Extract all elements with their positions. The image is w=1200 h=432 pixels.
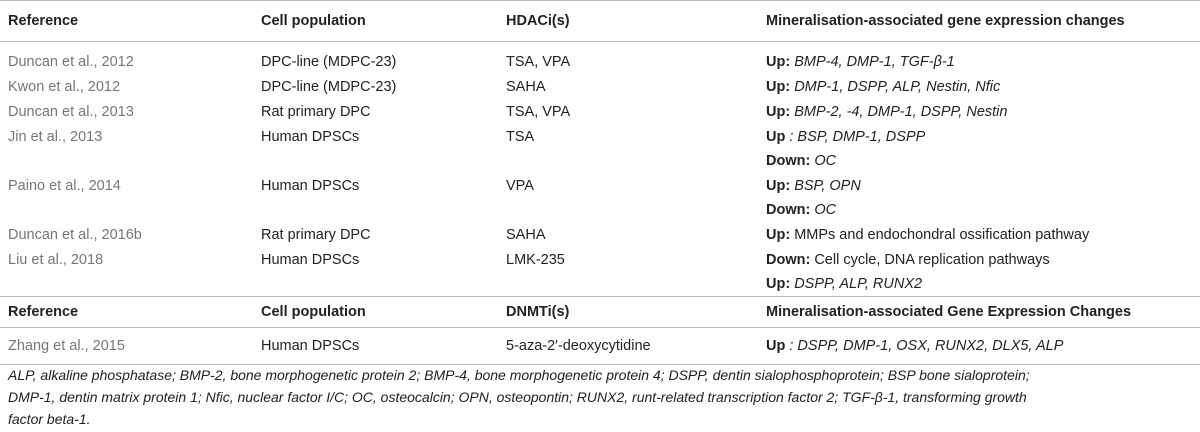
direction-label: Up: xyxy=(766,54,791,70)
gene-change-line xyxy=(766,272,1200,296)
footnote-line: factor beta-1. xyxy=(8,411,91,427)
gene-list: BSP, OPN xyxy=(794,178,861,194)
gene-change-line xyxy=(766,334,1200,358)
gene-list: MMPs and endochondral ossification pathway xyxy=(794,227,1090,243)
footnote-line: ALP, alkaline phosphatase; BMP-2, bone morphogenetic protein 2; BMP-4, bone morphogenetic protein 4; DSPP, dentin sialophosphoprotein; BSP bone sialoprotein; xyxy=(8,367,1030,383)
gene-change-line xyxy=(766,75,1200,99)
table-row xyxy=(0,42,1200,75)
cell-inhibitor: SAHA xyxy=(506,227,546,243)
cell-gene-changes xyxy=(758,328,1200,365)
cell-reference: Liu et al., 2018 xyxy=(8,252,104,268)
gene-list: BMP-2, -4, DMP-1, DSPP, Nestin xyxy=(794,104,1008,120)
cell-inhibitor: TSA, VPA xyxy=(506,54,571,70)
cell-reference: Duncan et al., 2012 xyxy=(8,54,134,70)
gene-list: : BSP, DMP-1, DSPP xyxy=(789,129,926,145)
cell-population: Human DPSCs xyxy=(261,129,360,145)
header-cell-population: Cell population xyxy=(261,304,366,320)
direction-label: Up: xyxy=(766,104,791,120)
cell-population: Human DPSCs xyxy=(253,328,498,365)
gene-list: BMP-4, DMP-1, TGF-β-1 xyxy=(794,54,955,70)
gene-list: OC xyxy=(814,153,837,169)
cell-inhibitor: LMK-235 xyxy=(506,252,565,268)
table-row xyxy=(0,222,1200,247)
cell-reference: Duncan et al., 2016b xyxy=(8,227,142,243)
header-gene-changes: Mineralisation-associated gene expression changes xyxy=(766,13,1125,29)
gene-list: : DSPP, DMP-1, OSX, RUNX2, DLX5, ALP xyxy=(789,338,1064,354)
direction-label: Up xyxy=(766,129,786,145)
table-row xyxy=(0,74,1200,99)
gene-change-line xyxy=(766,174,1200,198)
direction-label: Up: xyxy=(766,178,791,194)
table-header xyxy=(0,1,1200,42)
cell-inhibitor: TSA, VPA xyxy=(506,104,571,120)
direction-label: Up: xyxy=(766,79,791,95)
table-row xyxy=(0,173,1200,222)
cell-gene-changes xyxy=(758,74,1200,99)
cell-reference: Paino et al., 2014 xyxy=(8,178,121,194)
header-cell-population: Cell population xyxy=(261,13,366,29)
table-row xyxy=(0,99,1200,124)
table-subheader xyxy=(0,297,1200,328)
direction-label: Up xyxy=(766,338,786,354)
gene-change-line xyxy=(766,223,1200,247)
direction-label: Down: xyxy=(766,153,811,169)
header-reference: Reference xyxy=(8,304,79,320)
cell-inhibitor: TSA xyxy=(506,129,535,145)
gene-list: DSPP, ALP, RUNX2 xyxy=(794,276,923,292)
cell-population: Human DPSCs xyxy=(261,252,360,268)
direction-label: Up: xyxy=(766,276,791,292)
gene-change-line xyxy=(766,50,1200,74)
gene-change-line xyxy=(766,100,1200,124)
header-inhibitor: DNMTi(s) xyxy=(506,304,570,320)
table-row xyxy=(0,247,1200,297)
gene-change-line xyxy=(766,198,1200,222)
gene-list: DMP-1, DSPP, ALP, Nestin, Nfic xyxy=(794,79,1001,95)
cell-gene-changes xyxy=(758,124,1200,173)
cell-reference: Kwon et al., 2012 xyxy=(8,79,121,95)
gene-change-line xyxy=(766,125,1200,149)
cell-gene-changes xyxy=(758,173,1200,222)
direction-label: Down: xyxy=(766,202,811,218)
gene-list: OC xyxy=(814,202,837,218)
cell-inhibitor: 5-aza-2′-deoxycytidine xyxy=(498,328,758,365)
cell-population: DPC-line (MDPC-23) xyxy=(261,79,397,95)
gene-change-line xyxy=(766,248,1200,272)
cell-population: Rat primary DPC xyxy=(261,104,371,120)
table-row xyxy=(0,124,1200,173)
cell-population: Rat primary DPC xyxy=(261,227,371,243)
footnote-line: DMP-1, dentin matrix protein 1; Nfic, nuclear factor I/C; OC, osteocalcin; OPN, osteopontin; RUNX2, runt-related transcription factor 2; TGF-β-1, transforming growth xyxy=(8,389,1027,405)
cell-population: Human DPSCs xyxy=(261,178,360,194)
direction-label: Down: xyxy=(766,252,811,268)
cell-reference: Duncan et al., 2013 xyxy=(8,104,134,120)
header-gene-changes: Mineralisation-associated Gene Expression Changes xyxy=(766,304,1132,320)
gene-change-line xyxy=(766,149,1200,173)
gene-list: Cell cycle, DNA replication pathways xyxy=(814,252,1050,268)
cell-inhibitor: VPA xyxy=(506,178,534,194)
cell-gene-changes xyxy=(758,99,1200,124)
footnote xyxy=(8,364,1192,430)
table-row xyxy=(0,328,1200,365)
cell-population: DPC-line (MDPC-23) xyxy=(261,54,397,70)
cell-reference: Zhang et al., 2015 xyxy=(0,328,253,365)
header-inhibitor: HDACi(s) xyxy=(506,13,570,29)
cell-gene-changes xyxy=(758,42,1200,75)
cell-inhibitor: SAHA xyxy=(506,79,546,95)
cell-gene-changes xyxy=(758,247,1200,297)
cell-gene-changes xyxy=(758,222,1200,247)
cell-reference: Jin et al., 2013 xyxy=(8,129,103,145)
header-reference: Reference xyxy=(8,13,79,29)
direction-label: Up: xyxy=(766,227,791,243)
